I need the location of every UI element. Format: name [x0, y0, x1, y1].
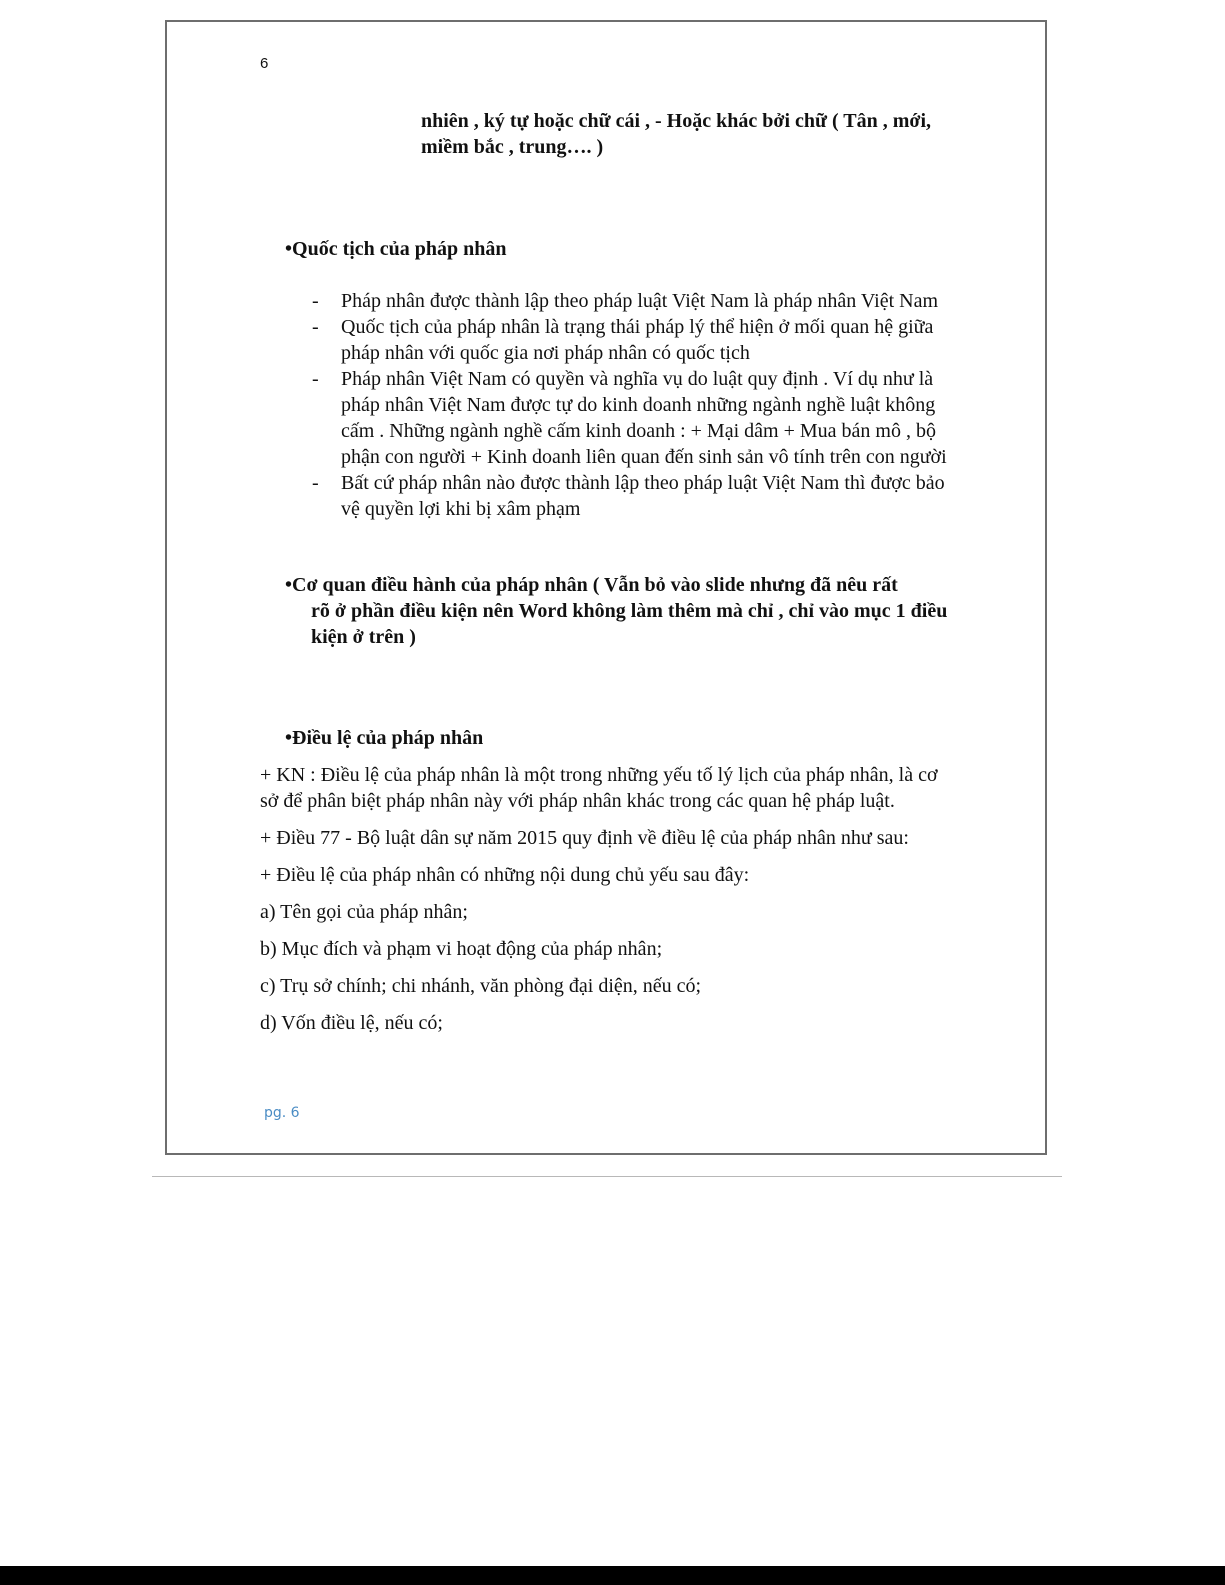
paragraph: + KN : Điều lệ của pháp nhân là một trong những yếu tố lý lịch của pháp nhân, là cơ sở để phân biệt pháp nhân này với pháp nhân khác trong các quan hệ pháp luật. — [260, 764, 938, 812]
bottom-edge-bar — [0, 1566, 1225, 1585]
nationality-heading-text: Quốc tịch của pháp nhân — [292, 238, 507, 260]
page-footer-number: pg. 6 — [264, 1105, 300, 1121]
dash-icon: - — [312, 368, 319, 390]
governing-heading — [285, 572, 985, 650]
document-page — [165, 20, 1047, 1155]
page-divider — [152, 1176, 1062, 1177]
bullet-icon: • — [285, 574, 293, 596]
bullet-icon: • — [285, 727, 293, 749]
list-item-text: Quốc tịch của pháp nhân là trạng thái pháp lý thể hiện ở mối quan hệ giữa pháp nhân với quốc gia nơi pháp nhân có quốc tịch — [341, 316, 934, 364]
governing-heading-line1: Cơ quan điều hành của pháp nhân ( Vẫn bỏ vào slide nhưng đã nêu rất — [292, 574, 898, 596]
charter-heading-text: Điều lệ của pháp nhân — [292, 727, 484, 749]
list-item-text: Pháp nhân Việt Nam có quyền và nghĩa vụ do luật quy định . Ví dụ như là pháp nhân Việt Nam được tự do kinh doanh những ngành nghề luật không cấm . Những ngành nghề cấm kinh doanh : + Mại dâm + Mua bán mô , bộ phận con người + Kinh doanh liên quan đến sinh sản vô tính trên con người — [341, 368, 947, 468]
list-item — [312, 314, 962, 366]
charter-heading — [285, 725, 483, 751]
bullet-icon: • — [285, 238, 293, 260]
continuation-text: nhiên , ký tự hoặc chữ cái , - Hoặc khác bởi chữ ( Tân , mới, miềm bắc , trung…. ) — [421, 110, 932, 158]
paragraph: d) Vốn điều lệ, nếu có; — [260, 1012, 443, 1034]
list-item — [312, 470, 962, 522]
list-item-text: Bất cứ pháp nhân nào được thành lập theo pháp luật Việt Nam thì được bảo vệ quyền lợi khi bị xâm phạm — [341, 472, 945, 520]
paragraph: + Điều lệ của pháp nhân có những nội dung chủ yếu sau đây: — [260, 864, 750, 886]
charter-body — [260, 762, 960, 1047]
list-item — [312, 288, 962, 314]
paragraph: c) Trụ sở chính; chi nhánh, văn phòng đại diện, nếu có; — [260, 975, 702, 997]
list-item-text: Pháp nhân được thành lập theo pháp luật Việt Nam là pháp nhân Việt Nam — [341, 290, 939, 312]
paragraph: + Điều 77 - Bộ luật dân sự năm 2015 quy định về điều lệ của pháp nhân như sau: — [260, 827, 909, 849]
dash-icon: - — [312, 290, 319, 312]
nationality-heading — [285, 236, 507, 262]
page-header-number: 6 — [260, 55, 269, 72]
list-item — [312, 366, 962, 470]
dash-icon: - — [312, 316, 319, 338]
paragraph: b) Mục đích và phạm vi hoạt động của pháp nhân; — [260, 938, 663, 960]
nationality-list — [312, 288, 962, 522]
dash-icon: - — [312, 472, 319, 494]
paragraph: a) Tên gọi của pháp nhân; — [260, 901, 468, 923]
governing-heading-rest: rõ ở phần điều kiện nên Word không làm thêm mà chỉ , chỉ vào mục 1 điều kiện ở trên ) — [311, 600, 948, 648]
